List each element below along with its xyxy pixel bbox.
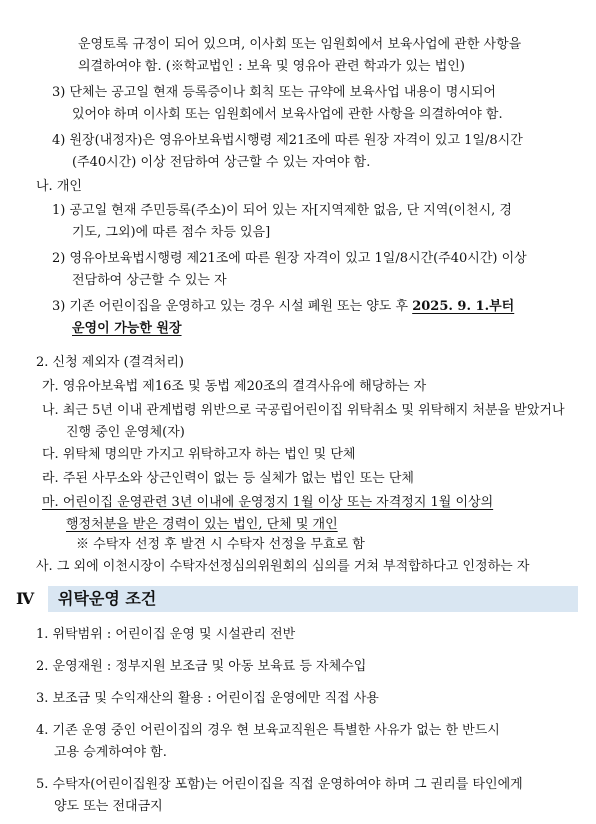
list-item: 다. 위탁체 명의만 가지고 위탁하고자 하는 법인 및 단체 bbox=[42, 447, 356, 462]
list-item-text: 3) 기존 어린이집을 운영하고 있는 경우 시설 폐원 또는 양도 후 bbox=[52, 299, 413, 314]
list-item: 라. 주된 사무소와 상근인력이 없는 등 실체가 없는 법인 또는 단체 bbox=[42, 471, 414, 486]
section-title: 위탁운영 조건 bbox=[58, 589, 157, 608]
list-item: 기도, 그외)에 따른 점수 차등 있음] bbox=[72, 225, 271, 240]
list-item: 전담하여 상근할 수 있는 자 bbox=[72, 273, 227, 288]
text-line: 운영토록 규정이 되어 있으며, 이사회 또는 임원회에서 보육사업에 관한 사항을 bbox=[78, 37, 522, 52]
underlined-text: 행정처분을 받은 경력이 있는 법인, 단체 및 개인 bbox=[66, 517, 338, 532]
section-number: Ⅳ bbox=[12, 586, 48, 612]
list-item: 1. 위탁범위 : 어린이집 운영 및 시설관리 전반 bbox=[36, 627, 296, 642]
list-item: 양도 또는 전대금지 bbox=[54, 799, 163, 814]
list-item: 고용 승계하여야 함. bbox=[54, 745, 167, 760]
emphasis-date: 2025. 9. 1.부터 bbox=[412, 299, 515, 314]
list-item: 1) 공고일 현재 주민등록(주소)이 되어 있는 자[지역제한 없음, 단 지역(이천시, 경 bbox=[52, 203, 512, 218]
list-item: 사. 그 외에 이천시장이 수탁자선정심의위원회의 심의를 거쳐 부적합하다고 인정하는 자 bbox=[36, 559, 530, 574]
section-heading: 2. 신청 제외자 (결격처리) bbox=[36, 355, 184, 370]
emphasis-text: 운영이 가능한 원장 bbox=[72, 321, 182, 336]
list-item: 2) 영유아보육법시행령 제21조에 따른 원장 자격이 있고 1일/8시간(주40시간) 이상 bbox=[52, 251, 527, 266]
list-item: 5. 수탁자(어린이집원장 포함)는 어린이집을 직접 운영하여야 하며 그 권리를 타인에게 bbox=[36, 777, 523, 792]
list-item: 진행 중인 운영체(자) bbox=[66, 425, 185, 440]
list-item: 3) 단체는 공고일 현재 등록증이나 회칙 또는 규약에 보육사업 내용이 명시되어 bbox=[52, 85, 496, 100]
note-text: ※ 수탁자 선정 후 발견 시 수탁자 선정을 무효로 함 bbox=[76, 537, 365, 552]
list-item: (주40시간) 이상 전담하여 상근할 수 있는 자여야 함. bbox=[72, 155, 371, 170]
list-item bbox=[52, 298, 514, 316]
list-item: 4. 기존 운영 중인 어린이집의 경우 현 보육교직원은 특별한 사유가 없는 한 반드시 bbox=[36, 723, 500, 738]
list-item: 4) 원장(내정자)은 영유아보육법시행령 제21조에 따른 원장 자격이 있고 1일/8시간 bbox=[52, 133, 523, 148]
subheading: 나. 개인 bbox=[36, 179, 82, 194]
list-item: 나. 최근 5년 이내 관계법령 위반으로 국공립어린이집 위탁취소 및 위탁해지 처분을 받았거나 bbox=[42, 403, 565, 418]
list-item: 2. 운영재원 : 정부지원 보조금 및 아동 보육료 등 자체수입 bbox=[36, 659, 367, 674]
list-item: 가. 영유아보육법 제16조 및 동법 제20조의 결격사유에 해당하는 자 bbox=[42, 379, 427, 394]
text-line: 의결하여야 함. (※학교법인 : 보육 및 영유아 관련 학과가 있는 법인) bbox=[78, 59, 465, 74]
underlined-text: 마. 어린이집 운영관련 3년 이내에 운영정지 1월 이상 또는 자격정지 1월 이상의 bbox=[42, 495, 494, 510]
list-item bbox=[42, 494, 493, 512]
section-header bbox=[12, 586, 578, 612]
list-item: 있어야 하며 이사회 또는 임원회에서 보육사업에 관한 사항을 의결하여야 함. bbox=[72, 107, 503, 122]
list-item: 3. 보조금 및 수익재산의 활용 : 어린이집 운영에만 직접 사용 bbox=[36, 691, 379, 706]
